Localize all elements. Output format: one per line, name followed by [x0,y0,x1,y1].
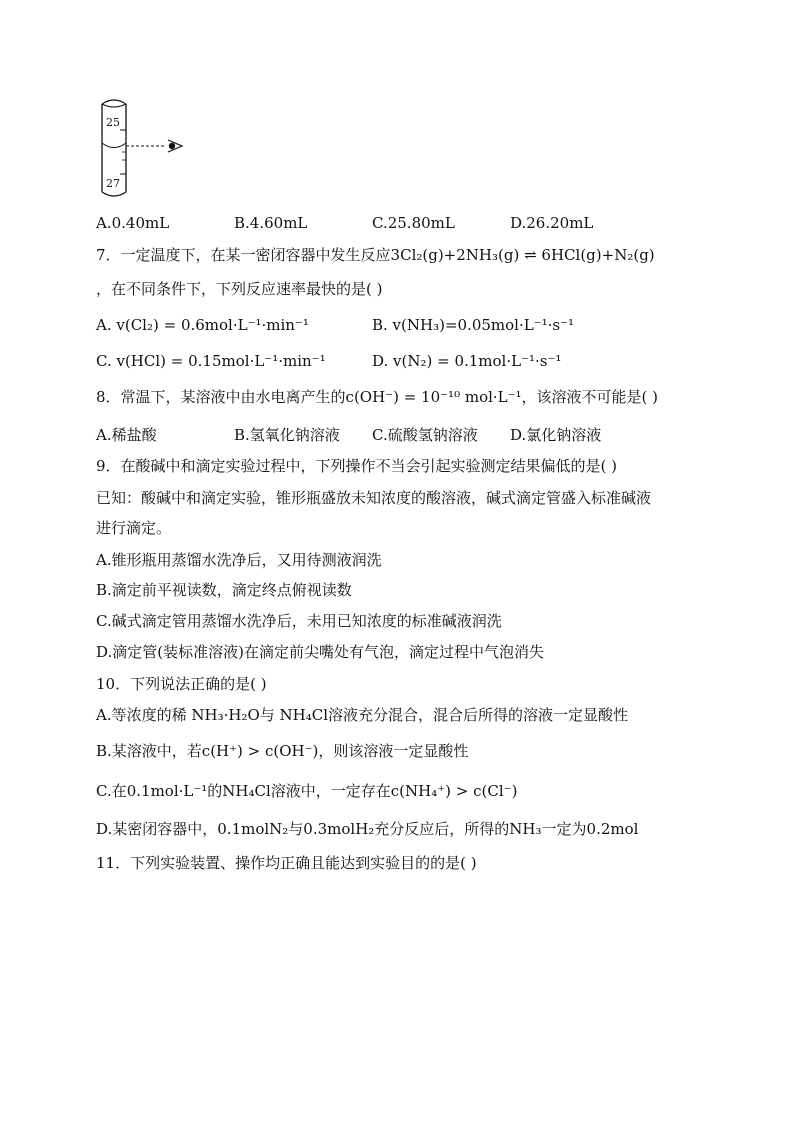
q9-option-c: C.碱式滴定管用蒸馏水洗净后，未用已知浓度的标准碱液润洗 [96,612,502,630]
q8-stem: 8．常温下，某溶液中由水电离产生的c(OH⁻) = 10⁻¹⁰ mol·L⁻¹，该溶液不可能是( ) [96,388,659,406]
q9-option-a: A.锥形瓶用蒸馏水洗净后，又用待测液润洗 [96,551,382,569]
q7-stem-prefix: 7．一定温度下，在某一密闭容器中发生反应 [96,246,391,264]
q10-option-c: C.在0.1mol·L⁻¹的NH₄Cl溶液中，一定存在c(NH₄⁺) > c(Cl⁻) [96,782,518,800]
q6-option-a: A.0.40mL [96,214,170,232]
eye-icon [168,140,182,152]
q6-option-b: B.4.60mL [234,214,308,232]
tick-label-top: 25 [106,116,120,129]
q8-option-c: C.硫酸氢钠溶液 [372,426,478,444]
q9-option-b: B.滴定前平视读数，滴定终点俯视读数 [96,581,352,599]
q10-option-b: B.某溶液中，若c(H⁺) > c(OH⁻)，则该溶液一定显酸性 [96,742,469,760]
q7-stem-line1 [96,244,655,266]
q8-option-b: B.氢氧化钠溶液 [234,426,340,444]
tick-label-bottom: 27 [106,177,120,190]
q6-option-d: D.26.20mL [510,214,594,232]
q7-option-c: C. v(HCl) = 0.15mol·L⁻¹·min⁻¹ [96,352,326,370]
q7-reaction: 3Cl₂(g)+2NH₃(g) ⇌ 6HCl(g)+N₂(g) [390,246,655,264]
q6-option-c: C.25.80mL [372,214,455,232]
q10-option-d: D.某密闭容器中，0.1molN₂与0.3molH₂充分反应后，所得的NH₃一定为0.2mol [96,820,639,838]
burette-figure [96,96,206,202]
q9-note-line2: 进行滴定。 [96,519,172,537]
q9-note-line1: 已知：酸碱中和滴定实验，锥形瓶盛放未知浓度的酸溶液，碱式滴定管盛入标准碱液 [96,489,652,507]
q9-option-d: D.滴定管(装标准溶液)在滴定前尖嘴处有气泡，滴定过程中气泡消失 [96,643,544,661]
q9-stem: 9．在酸碱中和滴定实验过程中，下列操作不当会引起实验测定结果偏低的是( ) [96,457,618,475]
q8-option-d: D.氯化钠溶液 [510,426,602,444]
q7-option-b: B. v(NH₃)=0.05mol·L⁻¹·s⁻¹ [372,316,575,334]
q8-option-a: A.稀盐酸 [96,426,157,444]
q10-stem: 10．下列说法正确的是( ) [96,675,267,693]
q7-option-d: D. v(N₂) = 0.1mol·L⁻¹·s⁻¹ [372,352,562,370]
q7-stem-suffix: ，在不同条件下，下列反应速率最快的是( ) [96,280,383,298]
q7-option-a: A. v(Cl₂) = 0.6mol·L⁻¹·min⁻¹ [96,316,309,334]
q11-stem: 11．下列实验装置、操作均正确且能达到实验目的的是( ) [96,854,477,872]
q10-option-a: A.等浓度的稀 NH₃·H₂O与 NH₄Cl溶液充分混合，混合后所得的溶液一定显酸性 [96,706,629,724]
